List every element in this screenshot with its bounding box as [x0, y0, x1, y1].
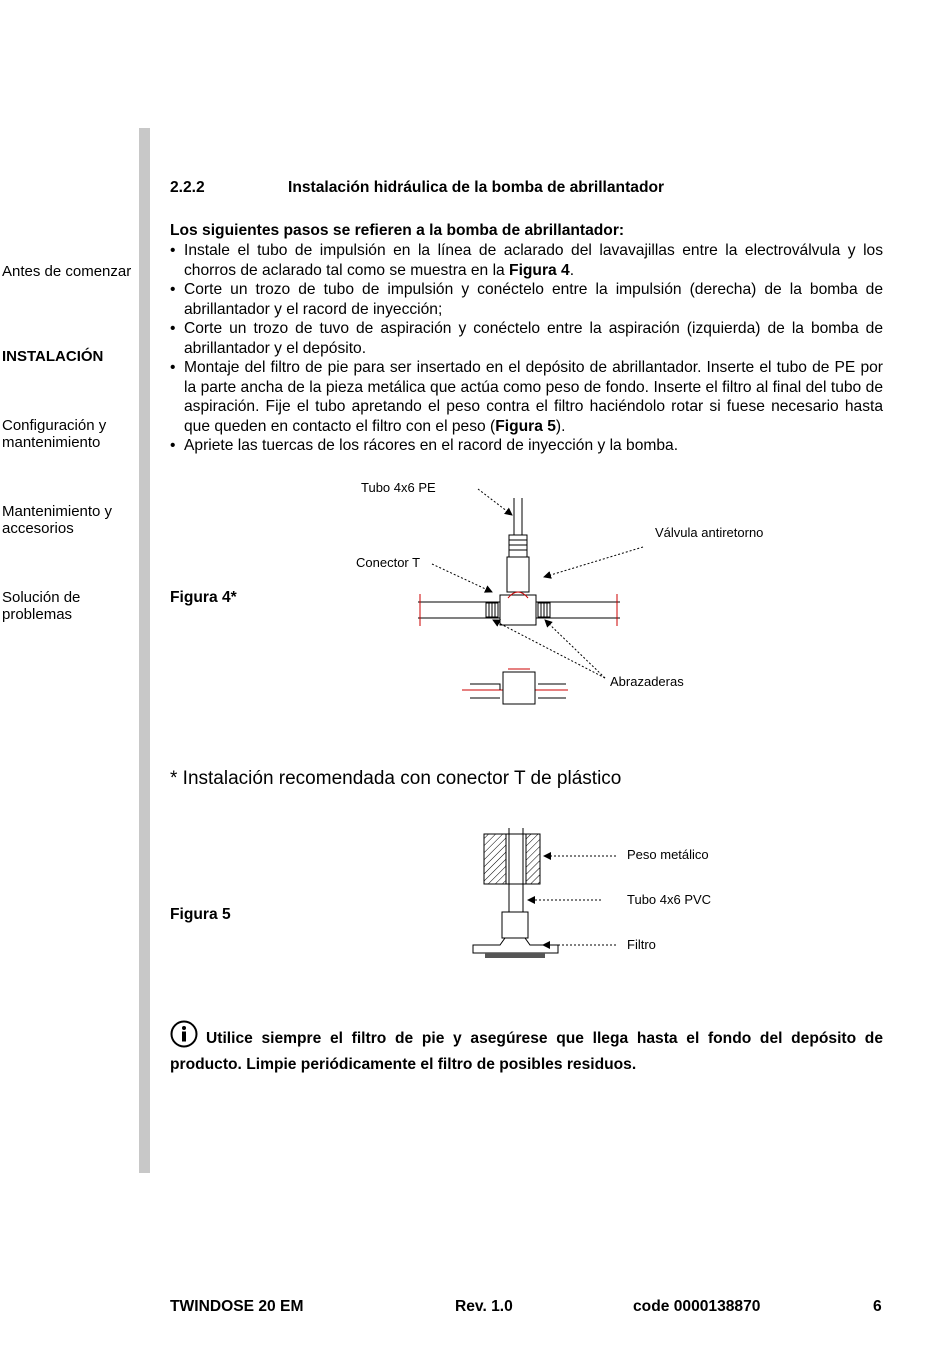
recommendation-note: * Instalación recomendada con conector T de plástico [170, 768, 622, 789]
warning-note [170, 1020, 883, 1075]
bullet-icon: • [170, 320, 176, 337]
step-text: Corte un trozo de tuvo de aspiración y conéctelo entre la aspiración (izquierda) de la bomba de abrillantador y el depósito. [184, 320, 883, 357]
section-number: 2.2.2 [170, 179, 205, 196]
step-text: Montaje del filtro de pie para ser insertado en el depósito de abrillantador. Inserte el tubo de PE por la parte ancha de la pieza metálica que actúa como peso de fondo. Inserte el filtro al final del tubo de aspiración. Fije el tubo apretando el peso contra el filtro haciéndolo rotar si fuese necesario hasta que queden en contacto el filtro con el peso ( [184, 359, 883, 435]
bullet-icon: • [170, 359, 176, 376]
figure-reference: Figura 4 [509, 261, 570, 279]
figure-5-label: Figura 5 [170, 906, 231, 923]
callout-weight: Peso metálico [627, 847, 709, 862]
list-item [170, 436, 883, 456]
step-text: Corte un trozo de tubo de impulsión y conéctelo entre la impulsión (derecha) de la bomba de abrillantador y el racord de inyección; [184, 281, 883, 318]
bullet-icon: • [170, 242, 176, 259]
figure-4-diagram [400, 480, 660, 720]
list-item [170, 358, 883, 436]
sidebar-item-antes-de-comenzar[interactable]: Antes de comenzar [2, 263, 132, 280]
callout-filter: Filtro [627, 937, 656, 952]
figure-4-label: Figura 4* [170, 589, 237, 606]
callout-clamps: Abrazaderas [610, 674, 684, 689]
step-text-end: ). [555, 417, 566, 435]
info-icon [170, 1020, 198, 1054]
callout-pvc-tube: Tubo 4x6 PVC [627, 892, 712, 907]
list-item [170, 319, 883, 358]
footer-code: code 0000138870 [633, 1298, 761, 1315]
callout-tube-pe: Tubo 4x6 PE [361, 480, 436, 495]
callout-valve: Válvula antiretorno [655, 525, 764, 540]
sidebar-item-solucion[interactable]: Solución de problemas [2, 589, 81, 623]
list-item [170, 280, 883, 319]
step-text: Apriete las tuercas de los rácores en el racord de inyección y la bomba. [184, 437, 679, 454]
margin-bar [139, 128, 150, 1173]
callout-connector: Conector T [356, 555, 421, 570]
footer-page-number: 6 [873, 1298, 882, 1315]
sidebar-item-mantenimiento[interactable]: Mantenimiento y accesorios [2, 503, 113, 537]
sidebar-item-instalacion[interactable]: INSTALACIÓN [2, 348, 104, 365]
sidebar-item-configuracion[interactable]: Configuración y mantenimiento [2, 417, 107, 451]
bullet-icon: • [170, 437, 176, 454]
steps-intro: Los siguientes pasos se refieren a la bomba de abrillantador: [170, 222, 625, 239]
list-item [170, 241, 883, 280]
figure-reference: Figura 5 [495, 417, 556, 435]
warning-text: Utilice siempre el filtro de pie y asegúrese que llega hasta el fondo del depósito de producto. Limpie periódicamente el filtro de posibles residuos. [170, 1030, 883, 1073]
footer-revision: Rev. 1.0 [455, 1298, 513, 1315]
section-title: Instalación hidráulica de la bomba de abrillantador [288, 179, 665, 196]
figure-5-diagram [460, 825, 620, 965]
step-text-end: . [569, 261, 575, 279]
steps-list [170, 241, 883, 456]
step-text: Instale el tubo de impulsión en la línea de aclarado del lavavajillas entre la electroválvula y los chorros de aclarado tal como se muestra en la [184, 242, 883, 279]
bullet-icon: • [170, 281, 176, 298]
footer-product: TWINDOSE 20 EM [170, 1298, 304, 1315]
